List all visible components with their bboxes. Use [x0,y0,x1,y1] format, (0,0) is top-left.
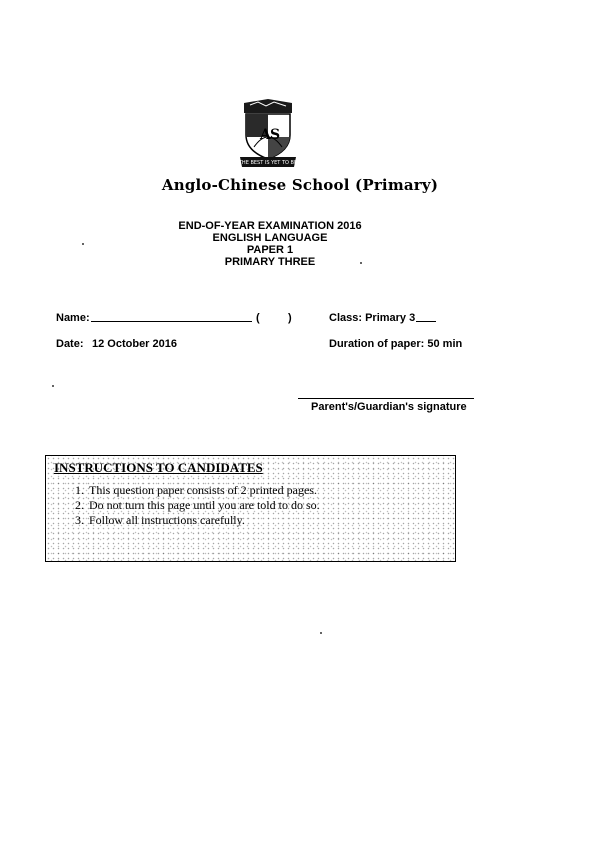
instructions-list [66,483,320,528]
duration-label: Duration of paper: 50 min [329,338,463,350]
instruction-text: Follow all instructions carefully. [89,513,245,527]
instruction-number: 3. [75,513,84,527]
instructions-title: INSTRUCTIONS TO CANDIDATES [54,460,263,475]
signature-line[interactable] [298,398,474,399]
instruction-text: Do not turn this page until you are told to do so. [89,498,320,512]
index-paren-open: ( [256,312,260,324]
instruction-number: 1. [75,483,84,497]
scan-speck [360,262,362,264]
name-field[interactable] [91,321,252,322]
exam-title: END-OF-YEAR EXAMINATION 2016 [178,220,362,232]
scan-speck [82,243,84,245]
instruction-item [66,513,320,528]
instruction-number: 2. [75,498,84,512]
svg-text:S: S [270,127,281,143]
scan-speck [320,632,322,634]
date-label: Date: [56,338,84,350]
exam-level: PRIMARY THREE [224,256,316,268]
instruction-item [66,483,320,498]
school-crest-icon [238,97,298,169]
class-label: Class: Primary 3 [329,312,416,324]
scan-speck [52,385,54,387]
school-name: Anglo-Chinese School (Primary) [161,176,439,194]
exam-paper: PAPER 1 [246,244,294,256]
instruction-text: This question paper consists of 2 printed pages. [89,483,317,497]
exam-title-block [0,220,540,268]
exam-subject: ENGLISH LANGUAGE [212,232,328,244]
instruction-item [66,498,320,513]
name-label: Name: [56,312,90,324]
class-field[interactable] [416,321,436,322]
motto-text: THE BEST IS YET TO BE [238,160,298,166]
date-value: 12 October 2016 [92,338,177,350]
index-paren-close: ) [288,312,292,324]
signature-label: Parent's/Guardian's signature [311,401,467,413]
instructions-box [45,455,456,562]
svg-text:A: A [260,127,271,143]
